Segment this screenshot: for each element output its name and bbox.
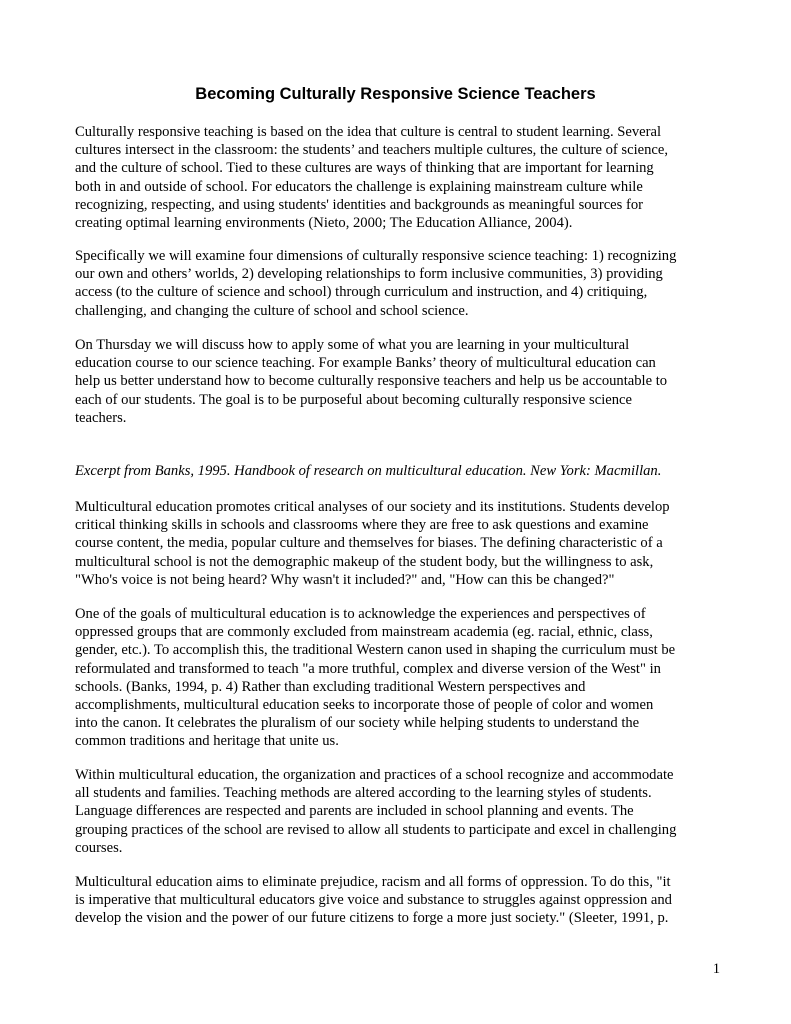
paragraph-organization [75, 766, 721, 857]
text-line: all students and families. Teaching methods are altered according to the learning styles of students. [75, 785, 652, 802]
text-line: Multicultural education promotes critical analyses of our society and its institutions. Students develop [75, 499, 670, 515]
text-line: develop the vision and the power of our future citizens to forge a more just society." (Sleeter, 1991, p. [75, 910, 669, 927]
text-line: Culturally responsive teaching is based on the idea that culture is central to student learning. Several [75, 124, 662, 140]
paragraph-critical-analyses [75, 498, 721, 589]
text-line: help us better understand how to become culturally responsive teachers and help us be accountable to [75, 373, 668, 390]
text-line: each of our students. The goal is to be purposeful about becoming culturally responsive science [75, 391, 632, 408]
text-line: schools. (Banks, 1994, p. 4) Rather than excluding traditional Western perspectives and [75, 678, 586, 695]
paragraph-dimensions [75, 247, 721, 320]
text-line: creating optimal learning environments (Nieto, 2000; The Education Alliance, 2004). [75, 215, 573, 232]
document-title: Becoming Culturally Responsive Science Teachers [195, 85, 596, 103]
text-line: both in and outside of school. For educators the challenge is explaining mainstream culture while [75, 178, 643, 195]
text-line: Within multicultural education, the organization and practices of a school recognize and accommodate [75, 767, 674, 783]
text-line: into the canon. It celebrates the pluralism of our society while helping students to understand the [75, 715, 640, 732]
text-line: common traditions and heritage that unite us. [75, 733, 339, 750]
text-line: Specifically we will examine four dimensions of culturally responsive science teaching: 1) recognizing [75, 248, 677, 264]
paragraph-intro [75, 123, 721, 232]
text-line: is imperative that multicultural educators give voice and substance to struggles against oppression and [75, 892, 672, 909]
text-line: courses. [75, 839, 123, 856]
text-line: our own and others’ worlds, 2) developing relationships to form inclusive communities, 3) providing [75, 266, 663, 283]
text-line: education course to our science teaching. For example Banks’ theory of multicultural education can [75, 355, 656, 372]
text-line: multicultural school is not the demographic makeup of the student body, but the willingness to ask, [75, 553, 654, 570]
text-line: course content, the media, popular culture and themselves for biases. The defining characteristic of a [75, 535, 663, 552]
text-line: accomplishments, multicultural education seeks to incorporate those of people of color and women [75, 697, 654, 714]
text-line: access (to the culture of science and school) through curriculum and instruction, and 4) critiquing, [75, 284, 648, 301]
text-line: On Thursday we will discuss how to apply some of what you are learning in your multicultural [75, 337, 630, 353]
text-line: and the culture of school. Tied to these cultures are ways of thinking that are important for learning [75, 160, 654, 177]
text-line: gender, etc.). To accomplish this, the traditional Western canon used in shaping the curriculum must be [75, 642, 676, 659]
paragraph-goals [75, 605, 721, 751]
text-line: challenging, and changing the culture of school and school science. [75, 302, 469, 319]
text-line: Language differences are respected and parents are included in school planning and events. The [75, 803, 634, 820]
paragraph-eliminate-prejudice [75, 873, 721, 928]
page-number: 1 [712, 961, 720, 977]
text-line: cultures intersect in the classroom: the students’ and teachers multiple cultures, the culture of science, [75, 142, 669, 159]
text-line: reformulated and transformed to teach "a more truthful, complex and diverse version of the West" in [75, 660, 661, 677]
text-line: One of the goals of multicultural education is to acknowledge the experiences and perspectives of [75, 606, 646, 622]
text-line: Multicultural education aims to eliminate prejudice, racism and all forms of oppression. To do this, "it [75, 874, 671, 890]
text-line: grouping practices of the school are revised to allow all students to participate and excel in challenging [75, 821, 677, 838]
text-line: recognizing, respecting, and using students' identities and backgrounds as meaningful sources for [75, 196, 643, 213]
text-line: teachers. [75, 409, 127, 426]
text-line: Excerpt from Banks, 1995. Handbook of research on multicultural education. New York: Macmillan. [75, 463, 662, 479]
excerpt-citation [75, 462, 721, 480]
text-line: "Who's voice is not being heard? Why wasn't it included?" and, "How can this be changed?" [75, 571, 615, 588]
text-line: oppressed groups that are commonly excluded from mainstream academia (eg. racial, ethnic, class, [75, 624, 653, 641]
paragraph-thursday [75, 336, 721, 427]
text-line: critical thinking skills in schools and classrooms where they are free to ask questions and examine [75, 517, 649, 534]
